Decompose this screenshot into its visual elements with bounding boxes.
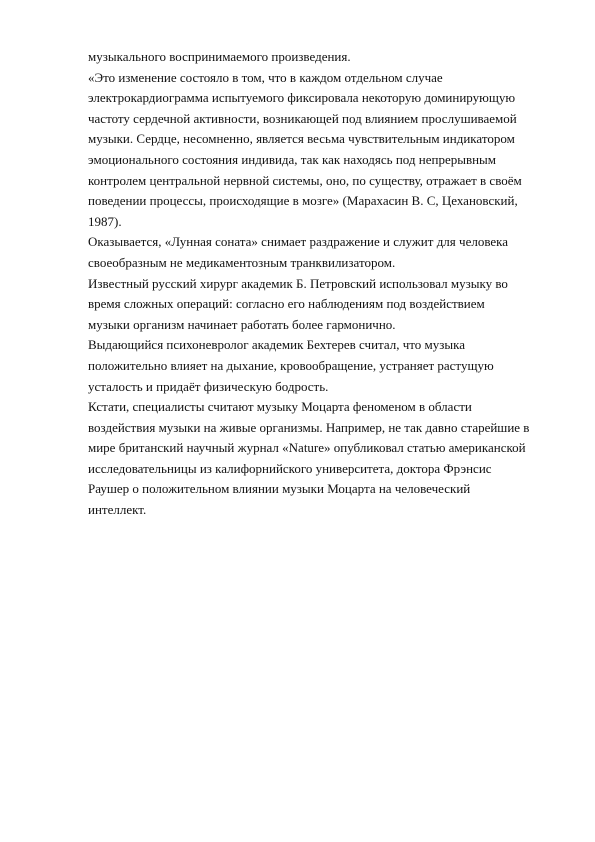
text-line: «Это изменение состояло в том, что в каждом отдельном случае [88,69,443,85]
text-line: частоту сердечной активности, возникающей под влиянием прослушиваемой [88,110,517,126]
text-line: положительно влияет на дыхание, кровообращение, устраняет растущую [88,357,494,373]
text-line: Раушер о положительном влиянии музыки Моцарта на человеческий [88,481,471,497]
text-line: интеллект. [88,502,147,518]
text-line: музыки. Сердце, несомненно, является весьма чувствительным индикатором [88,131,515,147]
text-line: музыки организм начинает работать более гармонично. [88,316,396,332]
text-line: поведении процессы, происходящие в мозге» (Марахасин В. С, Цехановский, [88,193,518,209]
text-line: усталость и придаёт физическую бодрость. [88,378,329,394]
text-line: время сложных операций: согласно его наблюдениям под воздействием [88,296,485,312]
text-line: музыкального воспринимаемого произведения. [88,49,351,64]
text-line: Выдающийся психоневролог академик Бехтерев считал, что музыка [88,337,466,353]
text-line: Кстати, специалисты считают музыку Моцарта феноменом в области [88,399,472,415]
text-line: Оказывается, «Лунная соната» снимает раздражение и служит для человека [88,234,509,250]
text-line: электрокардиограмма испытуемого фиксировала некоторую доминирующую [88,90,516,106]
text-line: эмоционального состояния индивида, так как находясь под непрерывным [88,151,497,167]
text-line: своеобразным не медикаментозным транквилизатором. [88,254,396,270]
text-line: контролем центральной нервной системы, оно, по существу, отражает в своём [88,172,522,188]
text-line: Известный русский хирург академик Б. Петровский использовал музыку во [88,275,508,291]
text-line: исследовательницы из калифорнийского университета, доктора Фрэнсис [88,460,492,476]
text-line: мире британский научный журнал «Nature» опубликовал статью американской [88,440,526,456]
text-line: 1987). [88,213,122,229]
text-line: воздействия музыки на живые организмы. Например, не так давно старейшие в [88,419,530,435]
body-text [88,47,548,521]
